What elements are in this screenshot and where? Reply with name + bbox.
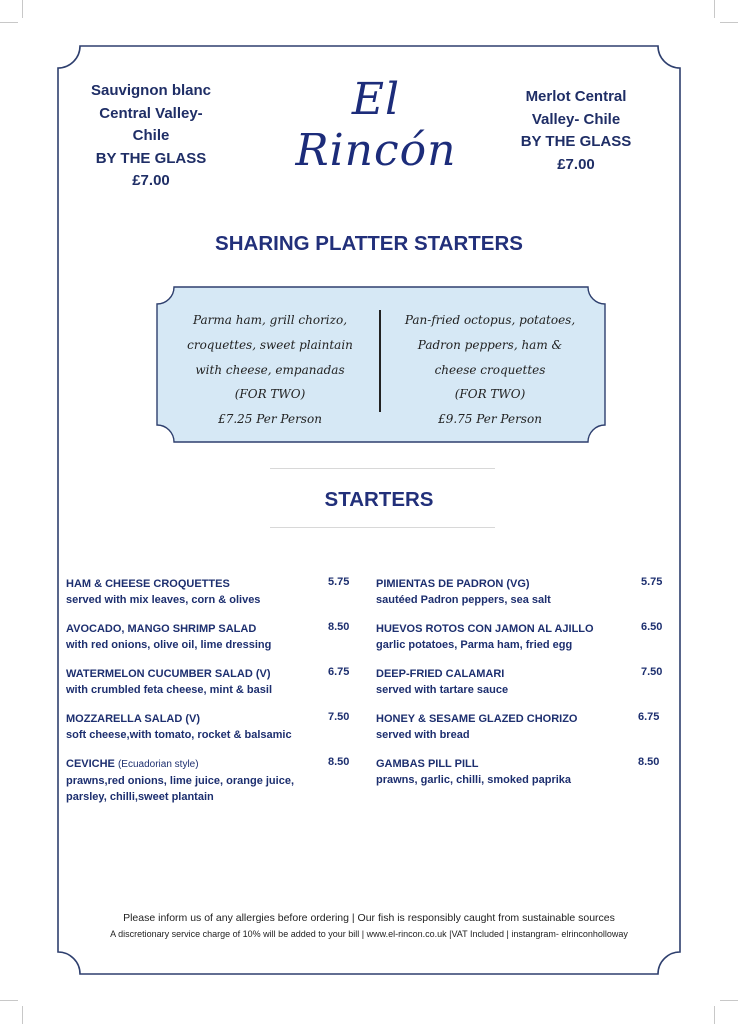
- wine-name-line: Central Valley-: [99, 104, 203, 122]
- divider: [270, 527, 495, 528]
- wine-serving: BY THE GLASS: [520, 133, 632, 150]
- divider: [270, 468, 495, 469]
- wine-name-line: Sauvignon blanc: [90, 82, 211, 99]
- item-price: 7.50: [328, 711, 350, 723]
- menu-item: [376, 576, 551, 608]
- item-description: soft cheese,with tomato, rocket & balsamic: [66, 729, 292, 741]
- platter-line: Pan-fried octopus, potatoes,: [404, 313, 576, 327]
- item-description: served with bread: [376, 729, 470, 741]
- menu-item: [376, 666, 508, 698]
- service-charge-notice: A discretionary service charge of 10% will be added to your bill | www.el-rincon.co.uk |VAT Included | instangram- elrinconholloway: [110, 929, 628, 939]
- item-description: parsley, chilli,sweet plantain: [66, 791, 214, 803]
- item-name: GAMBAS PILL PILL: [376, 758, 479, 770]
- item-name: HUEVOS ROTOS CON JAMON AL AJILLO: [376, 623, 594, 635]
- wine-name-line: Valley- Chile: [531, 110, 621, 128]
- item-price: 6.50: [641, 621, 663, 633]
- platter-option-seafood: [390, 308, 590, 432]
- item-description: with red onions, olive oil, lime dressing: [66, 639, 272, 651]
- wine-merlot: [496, 86, 656, 176]
- platter-price: £9.75 Per Person: [438, 412, 542, 427]
- platter-line: croquettes, sweet plaintain: [187, 337, 353, 352]
- wine-serving: BY THE GLASS: [95, 149, 207, 167]
- sharing-platter-heading: SHARING PLATTER STARTERS: [215, 232, 523, 255]
- wine-name-line: Merlot Central: [525, 88, 627, 105]
- platter-line: with cheese, empanadas: [195, 362, 345, 377]
- menu-item: [376, 756, 571, 788]
- item-name: WATERMELON CUCUMBER SALAD (V): [66, 668, 271, 680]
- menu-item: [66, 621, 271, 653]
- item-name-row: [66, 756, 294, 773]
- item-name: HAM & CHEESE CROQUETTES: [66, 578, 230, 590]
- item-price: 6.75: [638, 711, 660, 723]
- platter-line: cheese croquettes: [434, 362, 546, 377]
- menu-item: [66, 666, 272, 698]
- platter-serves: (FOR TWO): [454, 387, 526, 402]
- item-description: prawns, garlic, chilli, smoked paprika: [376, 774, 572, 786]
- item-price: 6.75: [328, 666, 350, 678]
- item-description: garlic potatoes, Parma ham, fried egg: [376, 639, 573, 651]
- item-price: 8.50: [638, 756, 660, 768]
- item-name: CEVICHE: [66, 758, 115, 770]
- allergy-notice: Please inform us of any allergies before ordering | Our fish is responsibly caught from sustainable sources: [123, 912, 615, 924]
- wine-price: £7.00: [132, 172, 170, 189]
- platter-line: Parma ham, grill chorizo,: [192, 313, 348, 327]
- menu-item: [66, 756, 294, 805]
- wine-sauvignon-blanc: [62, 80, 240, 193]
- item-description: with crumbled feta cheese, mint & basil: [66, 684, 272, 696]
- item-price: 5.75: [641, 576, 663, 588]
- item-name: AVOCADO, MANGO SHRIMP SALAD: [66, 623, 257, 635]
- menu-item: [376, 711, 577, 743]
- menu-item: [376, 621, 594, 653]
- platter-option-meat: [170, 308, 370, 432]
- menu-item: [66, 576, 260, 608]
- platter-price: £7.25 Per Person: [218, 412, 322, 427]
- item-note: (Ecuadorian style): [117, 759, 199, 770]
- item-price: 5.75: [328, 576, 350, 588]
- item-price: 7.50: [641, 666, 663, 678]
- platter-serves: (FOR TWO): [234, 387, 306, 402]
- wine-price: £7.00: [557, 155, 595, 173]
- starters-heading: STARTERS: [324, 488, 434, 511]
- item-name: DEEP-FRIED CALAMARI: [376, 668, 505, 680]
- item-description: prawns,red onions, lime juice, orange juice,: [66, 775, 295, 787]
- item-description: sautéed Padron peppers, sea salt: [376, 594, 551, 606]
- item-description: served with mix leaves, corn & olives: [66, 594, 261, 606]
- wine-name-line: Chile: [132, 127, 170, 144]
- item-name: HONEY & SESAME GLAZED CHORIZO: [376, 713, 578, 725]
- menu-item: [66, 711, 292, 743]
- item-name: MOZZARELLA SALAD (V): [66, 713, 201, 725]
- item-description: served with tartare sauce: [376, 684, 509, 696]
- platter-line: Padron peppers, ham &: [417, 337, 563, 352]
- item-price: 8.50: [328, 756, 350, 768]
- item-name: PIMIENTAS DE PADRON (VG): [376, 578, 530, 590]
- restaurant-logo: El Rincón: [295, 74, 457, 176]
- item-price: 8.50: [328, 621, 350, 633]
